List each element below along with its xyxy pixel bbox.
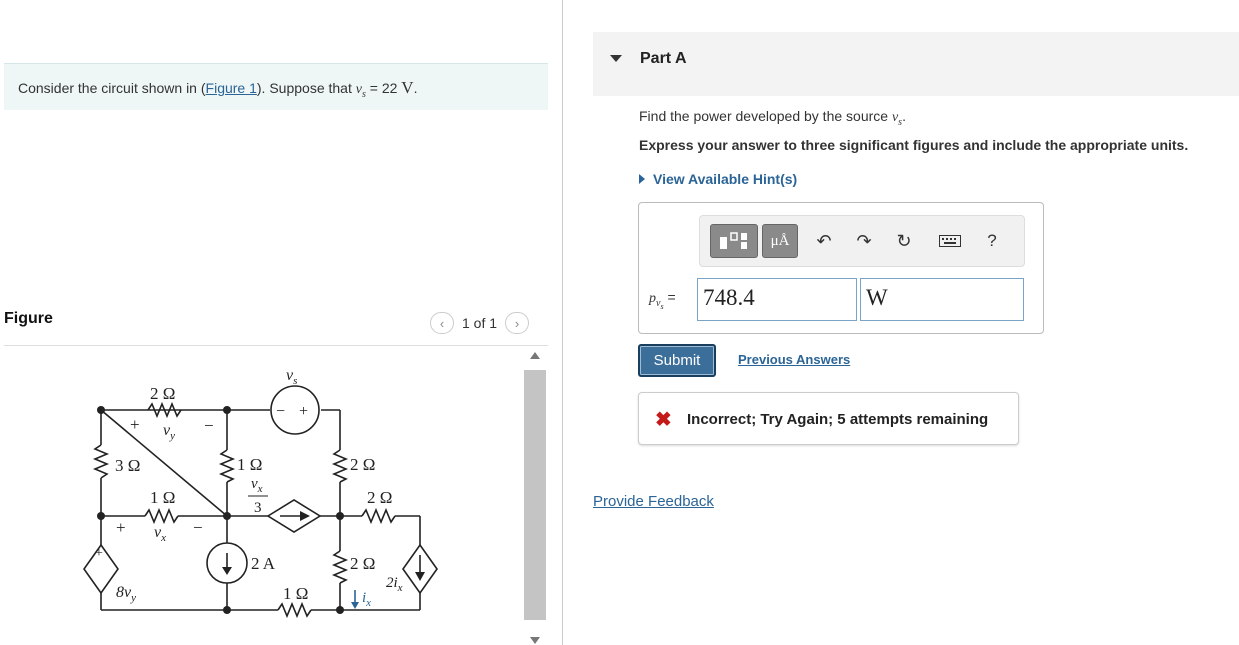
r-right-h-label: 2 Ω [367, 488, 393, 507]
panel-divider[interactable] [562, 0, 563, 645]
figure-pager [430, 312, 529, 334]
r-left-label: 3 Ω [115, 456, 141, 475]
r-bottom-label: 1 Ω [283, 584, 309, 603]
problem-suffix: ). Suppose that [256, 80, 356, 96]
ix-label: $i_x$ [362, 590, 372, 609]
part-a-title: Part A [640, 50, 687, 67]
r-mid-h-label: 1 Ω [150, 488, 176, 507]
figure-link[interactable]: Figure 1 [205, 80, 257, 96]
figure-title: Figure [4, 310, 53, 327]
vy-minus: − [204, 416, 214, 435]
r-top-label: 2 Ω [150, 384, 176, 403]
chevron-right-icon[interactable]: › [505, 312, 529, 334]
view-hints-link[interactable] [639, 171, 797, 187]
dep-i-den: 3 [254, 500, 262, 516]
undo-icon[interactable]: ↶ [816, 230, 832, 251]
problem-end: . [413, 80, 418, 96]
r-mid-v-label: 1 Ω [237, 455, 263, 474]
question-instruction: Express your answer to three significant figures and include the appropriate units. [639, 137, 1189, 153]
part-a-header[interactable] [593, 32, 1239, 96]
fraction-template-icon[interactable] [710, 224, 758, 258]
figure-divider [4, 345, 548, 346]
scroll-thumb[interactable] [524, 370, 546, 620]
caret-down-icon[interactable] [610, 55, 622, 62]
vs-var: $v_s$ [355, 82, 366, 100]
previous-answers-link[interactable]: Previous Answers [738, 352, 851, 367]
help-button[interactable]: ? [987, 231, 997, 250]
keyboard-icon[interactable] [935, 224, 965, 258]
vx-label: $v_x$ [154, 524, 166, 544]
r-right-v1-label: 2 Ω [350, 455, 376, 474]
pager-label: 1 of 1 [462, 315, 498, 331]
answer-unit-input[interactable]: W [860, 278, 1024, 321]
scroll-up-icon[interactable] [530, 352, 540, 359]
vs-plus: + [299, 403, 309, 420]
dep-v-plus: + [95, 546, 103, 561]
answer-value-input[interactable]: 748.4 [697, 278, 857, 321]
provide-feedback-link[interactable]: Provide Feedback [593, 493, 714, 510]
x-icon: ✖ [655, 409, 672, 431]
answer-box [638, 202, 1044, 334]
caret-right-icon [639, 174, 645, 184]
redo-icon[interactable]: ↷ [856, 230, 872, 251]
circuit-diagram [70, 355, 450, 645]
units-button[interactable]: μÅ [762, 224, 798, 258]
question-text: Find the power developed by the source $v_s$. [639, 108, 906, 128]
reset-icon[interactable]: ↻ [896, 230, 912, 251]
problem-equals: = 22 [365, 80, 402, 96]
feedback-text: Incorrect; Try Again; 5 attempts remaining [687, 411, 989, 428]
dep-i-num: $v_x$ [251, 476, 263, 495]
problem-statement [4, 63, 548, 110]
problem-unit: V [401, 78, 414, 97]
chevron-left-icon[interactable]: ‹ [430, 312, 454, 334]
src-2a-label: 2 A [251, 554, 276, 573]
scroll-down-icon[interactable] [530, 637, 540, 644]
answer-label: $p_{v_s}$ = [649, 289, 676, 311]
figure-scrollbar[interactable] [524, 352, 546, 645]
math-toolbar [699, 215, 1025, 267]
vx-minus: − [193, 518, 203, 537]
submit-button[interactable]: Submit [638, 344, 716, 377]
feedback-message [638, 392, 1019, 445]
vy-label: $v_y$ [163, 422, 175, 442]
r-right-v2-label: 2 Ω [350, 554, 376, 573]
vy-plus: + [130, 415, 140, 434]
hint-label: View Available Hint(s) [653, 171, 798, 187]
left-panel [0, 0, 562, 645]
vx-plus: + [116, 518, 126, 537]
problem-prefix: Consider the circuit shown in ( [18, 80, 206, 96]
dep-i2-label: $2i_x$ [386, 575, 403, 594]
dep-v-label: $8v_y$ [116, 584, 136, 604]
problem-text [18, 78, 417, 100]
vs-label: $v_s$ [286, 367, 298, 387]
vs-minus: − [276, 403, 286, 420]
